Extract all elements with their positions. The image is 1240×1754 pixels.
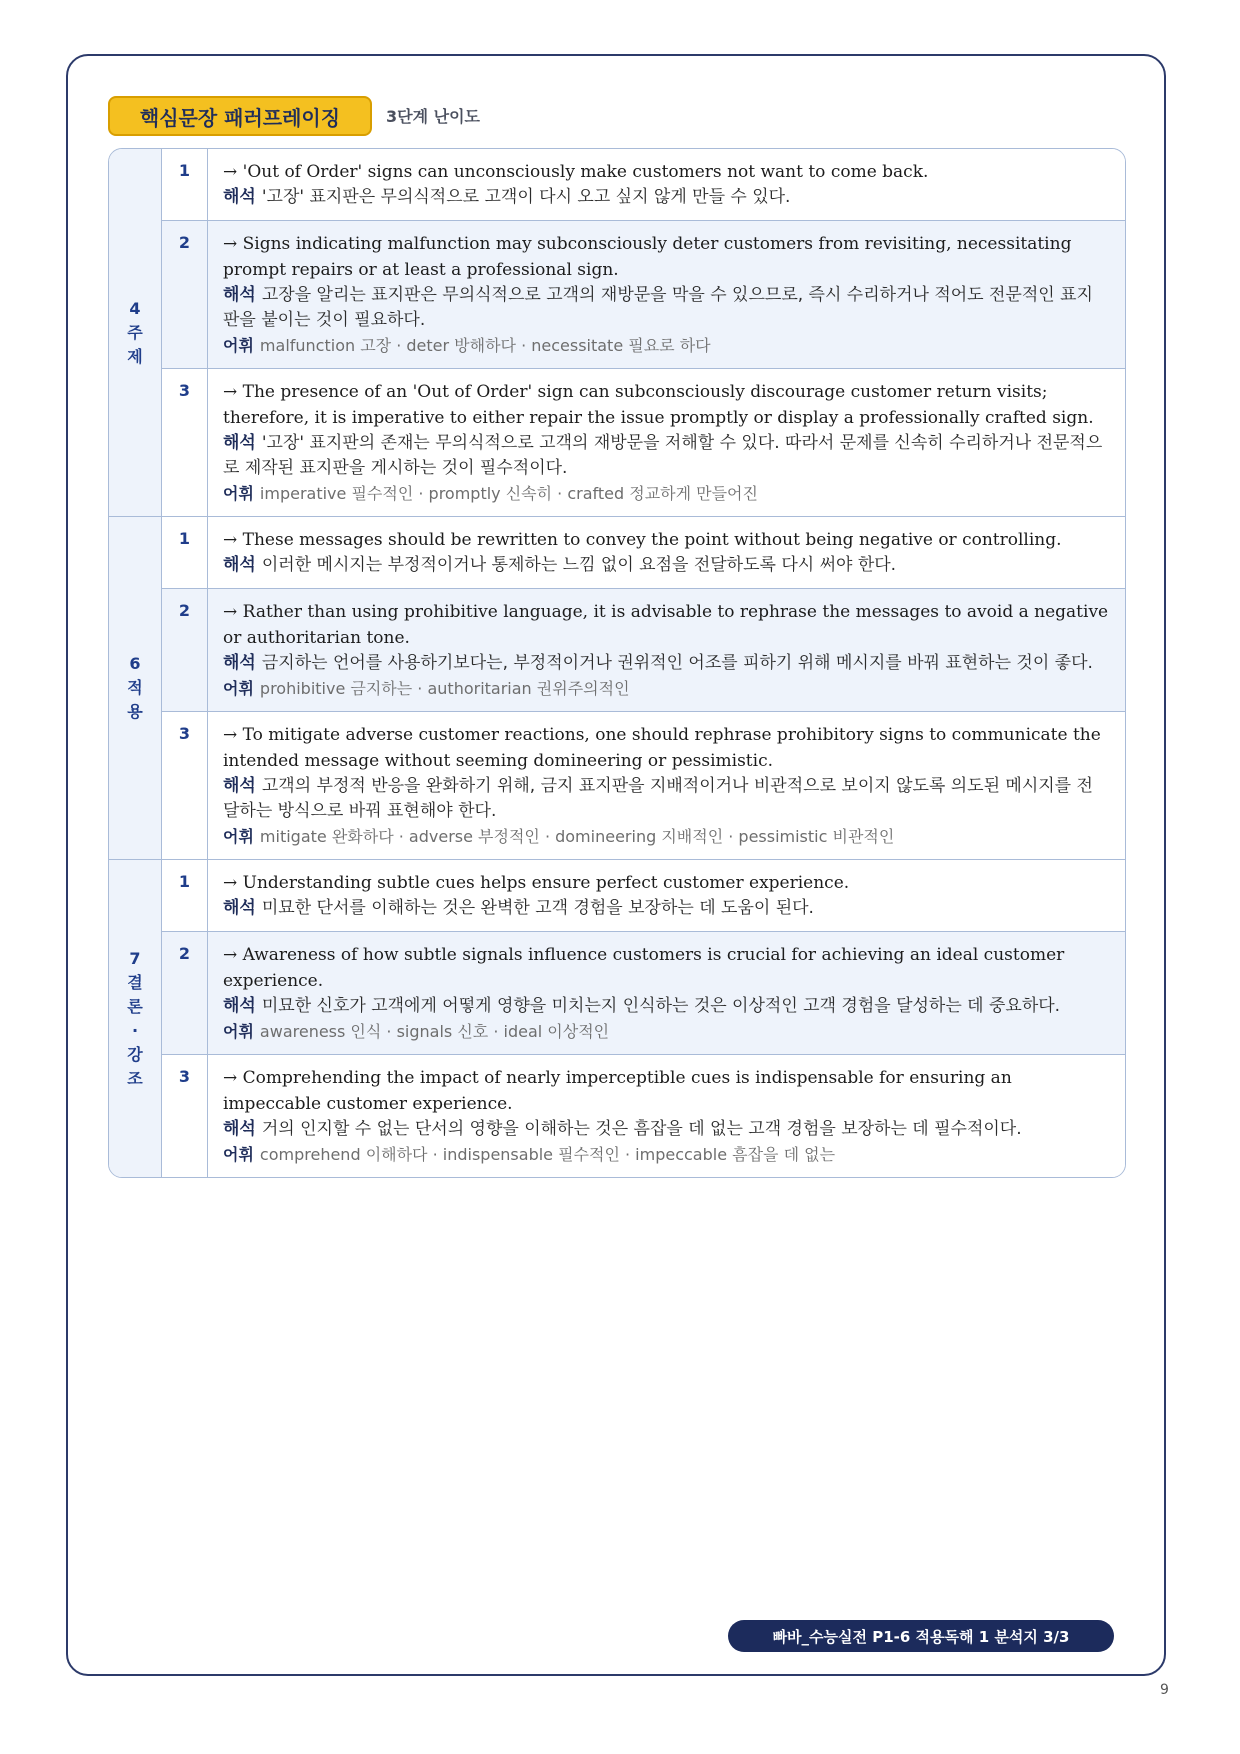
translation-tag: 해석 (223, 187, 256, 207)
translation-line (223, 1117, 1109, 1142)
section-label (109, 517, 162, 859)
table-row (162, 1054, 1125, 1177)
row-number: 1 (162, 860, 208, 931)
translation-text: '고장' 표지판은 무의식적으로 고객이 다시 오고 싶지 않게 만들 수 있다. (261, 187, 791, 207)
section-label (109, 860, 162, 1177)
row-content (208, 1055, 1125, 1177)
section-label-text: 4주제 (127, 298, 143, 366)
english-sentence: → Rather than using prohibitive language, it is advisable to rephrase the messages to avoid a negative or authoritarian tone. (223, 602, 1109, 648)
table-row (162, 931, 1125, 1054)
vocab-line (223, 824, 1109, 849)
row-number: 2 (162, 932, 208, 1054)
row-content (208, 932, 1125, 1054)
section-label-text: 7결론·강조 (127, 948, 143, 1088)
translation-tag: 해석 (223, 996, 256, 1016)
section-label-text: 6적용 (127, 654, 143, 721)
vocab-text: prohibitive 금지하는 · authoritarian 권위주의적인 (259, 679, 630, 698)
row-number: 3 (162, 712, 208, 859)
translation-text: 미묘한 단서를 이해하는 것은 완벽한 고객 경험을 보장하는 데 도움이 된다. (261, 898, 814, 918)
section-block (109, 516, 1125, 859)
english-sentence: → Awareness of how subtle signals influence customers is crucial for achieving an ideal customer experience. (223, 945, 1065, 991)
translation-text: 고객의 부정적 반응을 완화하기 위해, 금지 표지판을 지배적이거나 비관적으로 보이지 않도록 의도된 메시지를 전달하는 방식으로 바꿔 표현해야 한다. (223, 776, 1093, 821)
vocab-tag: 어휘 (223, 827, 254, 846)
translation-text: 금지하는 언어를 사용하기보다는, 부정적이거나 권위적인 어조를 피하기 위해 메시지를 바꿔 표현하는 것이 좋다. (261, 653, 1093, 673)
row-content (208, 517, 1125, 588)
translation-tag: 해석 (223, 555, 256, 575)
vocab-text: awareness 인식 · signals 신호 · ideal 이상적인 (259, 1022, 610, 1041)
vocab-text: malfunction 고장 · deter 방해하다 · necessitate 필요로 하다 (259, 336, 711, 355)
translation-line (223, 651, 1109, 676)
english-sentence: → These messages should be rewritten to convey the point without being negative or controlling. (223, 530, 1062, 550)
row-number: 2 (162, 221, 208, 368)
translation-line (223, 553, 1109, 578)
table-row (162, 588, 1125, 711)
translation-tag: 해석 (223, 776, 256, 796)
english-sentence: → Comprehending the impact of nearly imperceptible cues is indispensable for ensuring an impeccable customer experience. (223, 1068, 1012, 1114)
translation-line (223, 283, 1109, 333)
paraphrase-table (108, 148, 1126, 1178)
translation-line (223, 185, 1109, 210)
section-block (109, 859, 1125, 1177)
vocab-text: imperative 필수적인 · promptly 신속히 · crafted 정교하게 만들어진 (259, 484, 758, 503)
table-row (162, 517, 1125, 588)
translation-text: 이러한 메시지는 부정적이거나 통제하는 느낌 없이 요점을 전달하도록 다시 써야 한다. (261, 555, 897, 575)
vocab-tag: 어휘 (223, 336, 254, 355)
table-row (162, 149, 1125, 220)
translation-text: 고장을 알리는 표지판은 무의식적으로 고객의 재방문을 막을 수 있으므로, 즉시 수리하거나 적어도 전문적인 표지판을 붙이는 것이 필요하다. (223, 285, 1093, 330)
english-sentence: → Understanding subtle cues helps ensure perfect customer experience. (223, 873, 850, 893)
vocab-tag: 어휘 (223, 1022, 254, 1041)
difficulty-label: 3단계 난이도 (386, 107, 480, 126)
footer-badge: 빠바_수능실전 P1-6 적용독해 1 분석지 3/3 (728, 1620, 1114, 1652)
english-sentence: → Signs indicating malfunction may subconsciously deter customers from revisiting, necessitating prompt repairs or at least a professional sign. (223, 234, 1072, 280)
section-block (109, 149, 1125, 516)
translation-tag: 해석 (223, 653, 256, 673)
page-number: 9 (1160, 1682, 1169, 1698)
row-content (208, 589, 1125, 711)
table-row (162, 860, 1125, 931)
translation-tag: 해석 (223, 1119, 256, 1139)
translation-tag: 해석 (223, 285, 256, 305)
translation-line (223, 774, 1109, 824)
vocab-line (223, 676, 1109, 701)
table-row (162, 368, 1125, 516)
row-number: 1 (162, 149, 208, 220)
table-row (162, 711, 1125, 859)
translation-line (223, 994, 1109, 1019)
row-number: 1 (162, 517, 208, 588)
row-number: 2 (162, 589, 208, 711)
table-row (162, 220, 1125, 368)
vocab-text: mitigate 완화하다 · adverse 부정적인 · domineering 지배적인 · pessimistic 비관적인 (259, 827, 895, 846)
english-sentence: → To mitigate adverse customer reactions, one should rephrase prohibitory signs to communicate the intended message without seeming domineering or pessimistic. (223, 725, 1101, 771)
section-label (109, 149, 162, 516)
vocab-tag: 어휘 (223, 1145, 254, 1164)
translation-text: 미묘한 신호가 고객에게 어떻게 영향을 미치는지 인식하는 것은 이상적인 고객 경험을 달성하는 데 중요하다. (261, 996, 1061, 1016)
translation-line (223, 431, 1109, 481)
row-number: 3 (162, 1055, 208, 1177)
row-content (208, 712, 1125, 859)
row-content (208, 860, 1125, 931)
vocab-line (223, 1142, 1109, 1167)
english-sentence: → The presence of an 'Out of Order' sign can subconsciously discourage customer return visits; therefore, it is imperative to either repair the issue promptly or display a professionally crafted sign. (223, 382, 1094, 428)
row-number: 3 (162, 369, 208, 516)
english-sentence: → 'Out of Order' signs can unconsciously make customers not want to come back. (223, 162, 929, 182)
translation-tag: 해석 (223, 433, 256, 453)
vocab-text: comprehend 이해하다 · indispensable 필수적인 · impeccable 흠잡을 데 없는 (259, 1145, 836, 1164)
row-content (208, 149, 1125, 220)
vocab-line (223, 481, 1109, 506)
vocab-tag: 어휘 (223, 484, 254, 503)
row-content (208, 369, 1125, 516)
translation-tag: 해석 (223, 898, 256, 918)
translation-text: 거의 인지할 수 없는 단서의 영향을 이해하는 것은 흠잡을 데 없는 고객 경험을 보장하는 데 필수적이다. (261, 1119, 1022, 1139)
translation-text: '고장' 표지판의 존재는 무의식적으로 고객의 재방문을 저해할 수 있다. 따라서 문제를 신속히 수리하거나 전문적으로 제작된 표지판을 게시하는 것이 필수적이다. (223, 433, 1103, 478)
vocab-line (223, 1019, 1109, 1044)
vocab-line (223, 333, 1109, 358)
section-title-badge: 핵심문장 패러프레이징 (108, 96, 372, 136)
translation-line (223, 896, 1109, 921)
row-content (208, 221, 1125, 368)
vocab-tag: 어휘 (223, 679, 254, 698)
